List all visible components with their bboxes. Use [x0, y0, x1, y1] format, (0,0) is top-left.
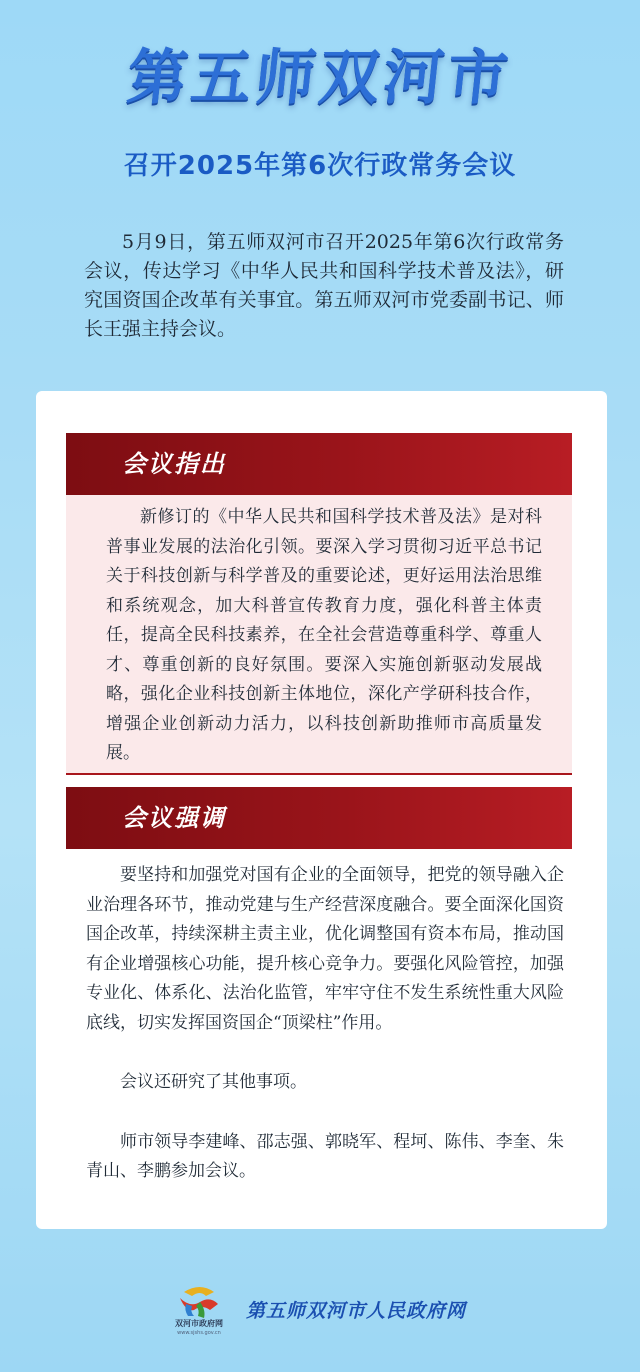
section-body-meeting-pointed-out: 新修订的《中华人民共和国科学技术普及法》是对科普事业发展的法治化引领。要深入学习贯彻习近平总书记关于科技创新与科学普及的重要论述，更好运用法治思维和系统观念，加大科普宣传教育力度，强化科普主体责任，提高全民科技素养，在全社会营造尊重科学、尊重人才、尊重创新的良好氛围。要深入实施创新驱动发展战略，强化企业科技创新主体地位，深化产学研科技合作，增强企业创新动力活力，以科技创新助推师市高质量发展。: [66, 495, 572, 775]
attendees-paragraph: 师市领导李建峰、邵志强、郭晓军、程坷、陈伟、李奎、朱青山、李鹏参加会议。: [86, 1131, 564, 1181]
footer-site-name[interactable]: 第五师双河市人民政府网: [246, 1300, 467, 1322]
logo-text: 双河市政府网: [175, 1319, 223, 1328]
intro-paragraph: 5月9日，第五师双河市召开2025年第6次行政常务会议，传达学习《中华人民共和国科学技术普及法》，研究国资国企改革有关事宜。第五师双河市党委副书记、师长王强主持会议。: [84, 231, 564, 340]
section-heading-meeting-pointed-out: 会议指出: [66, 433, 572, 495]
section-heading-meeting-emphasized: 会议强调: [66, 787, 572, 849]
content-card: [36, 391, 607, 1229]
emphasis-paragraph: 要坚持和加强党对国有企业的全面领导，把党的领导融入企业治理各环节，推动党建与生产经营深度融合。要全面深化国资国企改革，持续深耕主责主业，优化调整国有资本布局，推动国有企业增强核心功能，提升核心竞争力。要强化风险管控，加强专业化、体系化、法治化监管，牢牢守住不发生系统性重大风险底线，切实发挥国资国企“顶梁柱”作用。: [86, 865, 564, 1033]
other-matters-paragraph: 会议还研究了其他事项。: [120, 1072, 307, 1092]
footer: [0, 1282, 640, 1342]
section-body-meeting-emphasized: [86, 861, 564, 1187]
page-subtitle: 召开2025年第6次行政常务会议: [123, 151, 517, 181]
page-title: 第五师双河市: [123, 43, 516, 113]
logo-url: www.sjshs.gov.cn: [177, 1330, 221, 1336]
